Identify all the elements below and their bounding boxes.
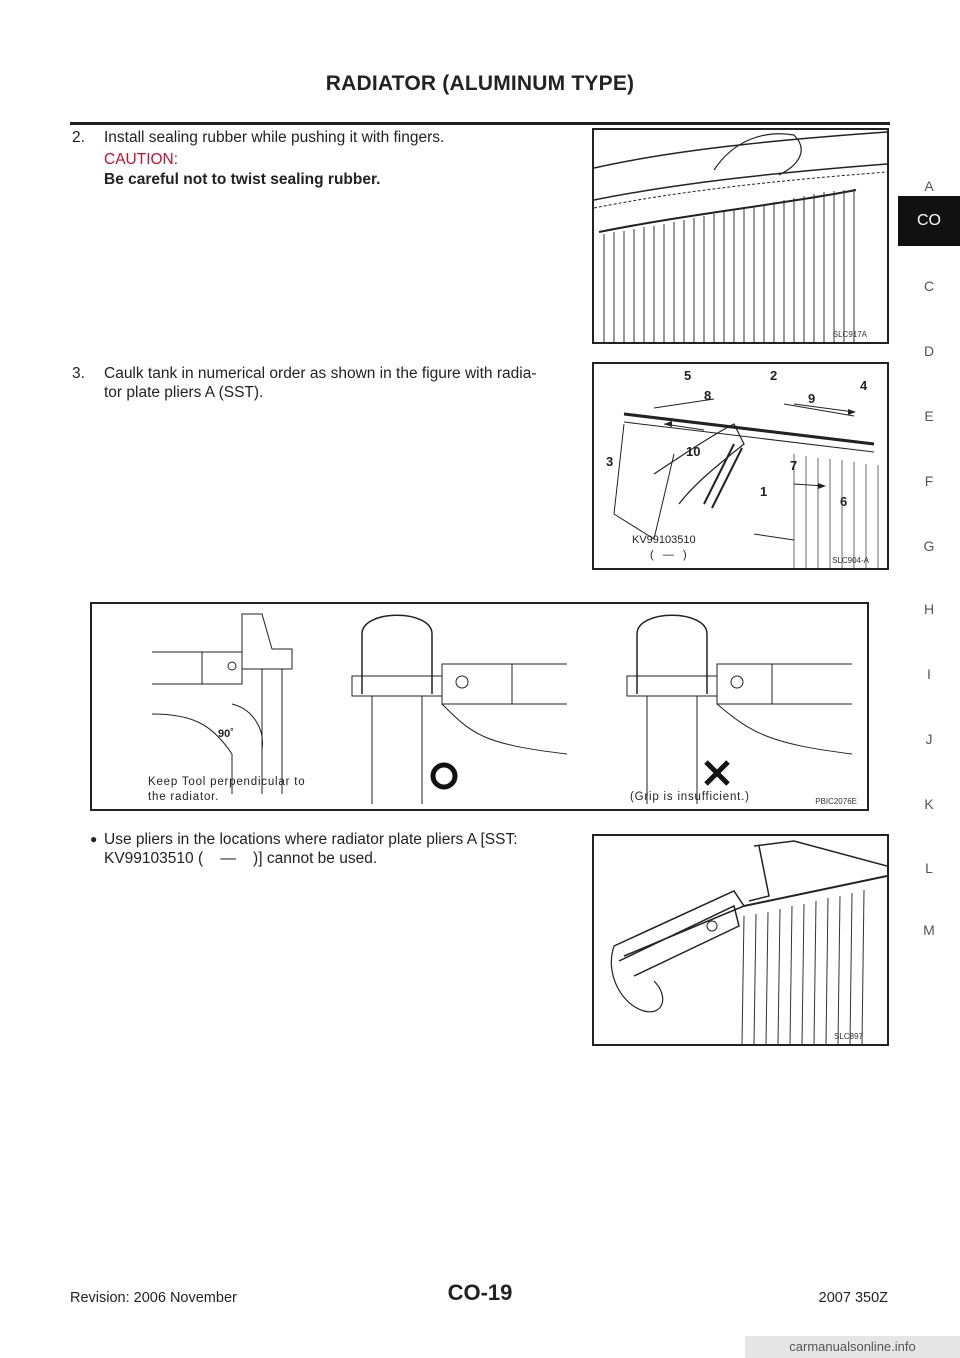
tab-F[interactable]: F bbox=[924, 473, 934, 489]
footer-revision: Revision: 2006 November bbox=[70, 1290, 237, 1306]
figure-code: SLC904-A bbox=[832, 556, 869, 565]
tab-G[interactable]: G bbox=[923, 538, 935, 554]
caulk-number-9: 9 bbox=[808, 391, 816, 406]
page-title: RADIATOR (ALUMINUM TYPE) bbox=[325, 72, 635, 95]
tab-D[interactable]: D bbox=[923, 343, 935, 359]
tab-CO[interactable]: CO bbox=[898, 196, 960, 246]
caulk-number-8: 8 bbox=[704, 388, 712, 403]
figure-sealing-rubber bbox=[592, 128, 889, 344]
caulk-number-4: 4 bbox=[860, 378, 868, 393]
bullet-icon: ● bbox=[90, 832, 98, 846]
bullet-line2: KV99103510 ( — )] cannot be used. bbox=[104, 850, 378, 867]
figure-caulk-order bbox=[592, 362, 889, 570]
step-3-line1: Caulk tank in numerical order as shown in the figure with radia- bbox=[104, 365, 537, 382]
caution-text: Be careful not to twist sealing rubber. bbox=[104, 171, 381, 188]
footer-page-number: CO-19 bbox=[447, 1280, 513, 1305]
figure-code: SLC917A bbox=[832, 330, 867, 339]
bullet-line1: Use pliers in the locations where radiator plate pliers A [SST: bbox=[104, 831, 518, 848]
watermark[interactable]: carmanualsonline.info bbox=[745, 1336, 960, 1358]
figure-code: PBIC2076E bbox=[815, 797, 857, 806]
caulk-number-10: 10 bbox=[686, 444, 701, 459]
tab-A[interactable]: A bbox=[924, 178, 934, 194]
tab-K[interactable]: K bbox=[924, 796, 934, 812]
note-left-line2: the radiator. bbox=[148, 791, 220, 803]
caulk-number-6: 6 bbox=[840, 494, 848, 509]
tab-E[interactable]: E bbox=[924, 408, 934, 424]
caulk-number-1: 1 bbox=[760, 484, 768, 499]
tab-I[interactable]: I bbox=[927, 666, 931, 682]
caulk-number-5: 5 bbox=[684, 368, 692, 383]
title-rule bbox=[70, 122, 890, 125]
caution-label: CAUTION: bbox=[104, 151, 179, 168]
footer-model: 2007 350Z bbox=[818, 1290, 888, 1306]
tool-number: KV99103510 bbox=[632, 534, 696, 546]
caulk-number-2: 2 bbox=[770, 368, 778, 383]
step-3-number: 3. bbox=[72, 365, 85, 382]
note-right: (Grip is insufficient.) bbox=[630, 791, 750, 803]
caulk-number-3: 3 bbox=[606, 454, 614, 469]
step-2-number: 2. bbox=[72, 129, 85, 146]
tab-M[interactable]: M bbox=[923, 922, 935, 938]
figure-grip-comparison bbox=[90, 602, 869, 811]
caulk-number-7: 7 bbox=[790, 458, 798, 473]
step-3-line2: tor plate pliers A (SST). bbox=[104, 384, 264, 401]
tab-C[interactable]: C bbox=[923, 278, 935, 294]
figure-code: SLC897 bbox=[834, 1032, 863, 1041]
tab-L[interactable]: L bbox=[925, 860, 933, 876]
figure-pliers bbox=[592, 834, 889, 1046]
angle-label: 90˚ bbox=[218, 728, 234, 740]
step-2-text: Install sealing rubber while pushing it with fingers. bbox=[104, 129, 445, 146]
tool-number-sub: ( — ) bbox=[650, 549, 687, 561]
tab-J[interactable]: J bbox=[925, 731, 933, 747]
tab-H[interactable]: H bbox=[923, 601, 935, 617]
note-left-line1: Keep Tool perpendicular to bbox=[148, 776, 306, 788]
